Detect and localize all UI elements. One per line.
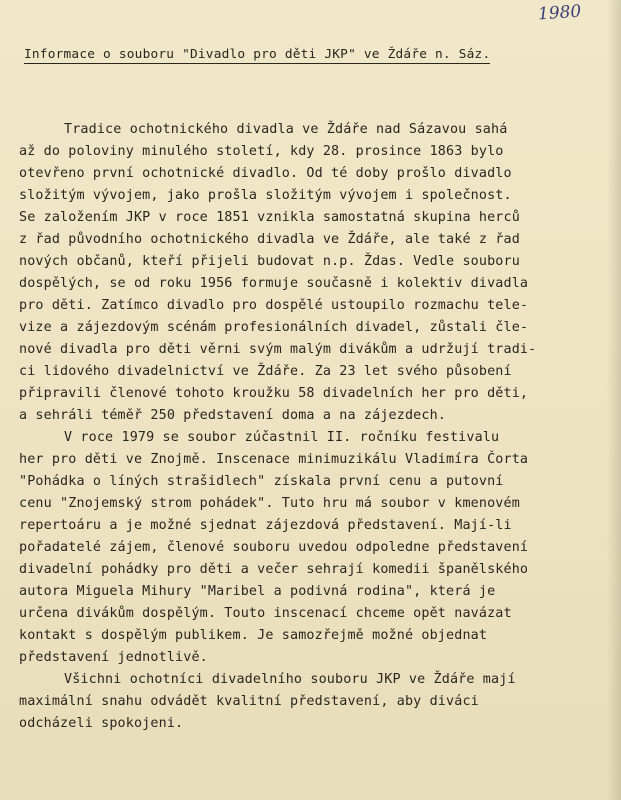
body-line: nové divadla pro děti věrni svým malým divákům a udržují tradi-: [19, 342, 537, 357]
body-line: Tradice ochotnického divadla ve Ždáře nad Sázavou sahá: [64, 122, 508, 137]
body-line: repertoáru a je možné sjednat zájezdová představení. Mají-li: [19, 518, 512, 533]
body-line: a sehráli téměř 250 představení doma a na zájezdech.: [19, 408, 447, 423]
body-line: Všichni ochotníci divadelního souboru JKP ve Ždáře mají: [64, 672, 516, 687]
body-line: až do poloviny minulého století, kdy 28. prosince 1863 bylo: [19, 144, 504, 159]
body-line: otevřeno první ochotnické divadlo. Od té doby prošlo divadlo: [19, 166, 512, 181]
body-line: určena divákům dospělým. Touto inscenací chceme opět navázat: [19, 606, 512, 621]
body-line: z řad původního ochotnického divadla ve Ždáře, ale také z řad: [19, 232, 520, 247]
body-line: vize a zájezdovým scénám profesionálních divadel, zůstali čle-: [19, 320, 529, 335]
body-line: divadelní pohádky pro děti a večer sehrají komedii španělského: [19, 562, 529, 577]
body-line: připravili členové tohoto kroužku 58 divadelních her pro děti,: [19, 386, 529, 401]
body-line: V roce 1979 se soubor zúčastnil II. ročníku festivalu: [64, 430, 500, 445]
body-line: pro děti. Zatímco divadlo pro dospělé ustoupilo rozmachu tele-: [19, 298, 529, 313]
page-edge-shadow: [607, 0, 621, 800]
body-line: "Pohádka o líných strašidlech" získala první cenu a putovní: [19, 474, 504, 489]
body-line: kontakt s dospělým publikem. Je samozřejmě možné objednat: [19, 628, 488, 643]
body-line: ci lidového divadelnictví ve Ždáře. Za 23 let svého působení: [19, 364, 512, 379]
body-line: cenu "Znojemský strom pohádek". Tuto hru má soubor v kmenovém: [19, 496, 520, 511]
body-line: autora Miguela Mihury "Maribel a podivná rodina", která je: [19, 584, 496, 599]
body-line: Se založením JKP v roce 1851 vznikla samostatná skupina herců: [19, 210, 520, 225]
document-title: Informace o souboru "Divadlo pro děti JKP" ve Ždáře n. Sáz.: [24, 47, 491, 62]
body-line: představení jednotlivě.: [19, 650, 208, 665]
body-line: her pro děti ve Znojmě. Inscenace minimuzikálu Vladimíra Čorta: [19, 452, 529, 467]
body-line: složitým vývojem, jako prošla složitým vývojem i společnost.: [19, 188, 512, 203]
body-line: odcházeli spokojeni.: [19, 716, 184, 731]
body-line: maximální snahu odvádět kvalitní představení, aby diváci: [19, 694, 479, 709]
body-line: dospělých, se od roku 1956 formuje současně i kolektiv divadla: [19, 276, 529, 291]
body-line: nových občanů, kteří přijeli budovat n.p. Ždas. Vedle souboru: [19, 254, 520, 269]
body-line: pořadatelé zájem, členové souboru uvedou odpoledne představení: [19, 540, 529, 555]
handwritten-year-note: 1980: [537, 1, 582, 25]
